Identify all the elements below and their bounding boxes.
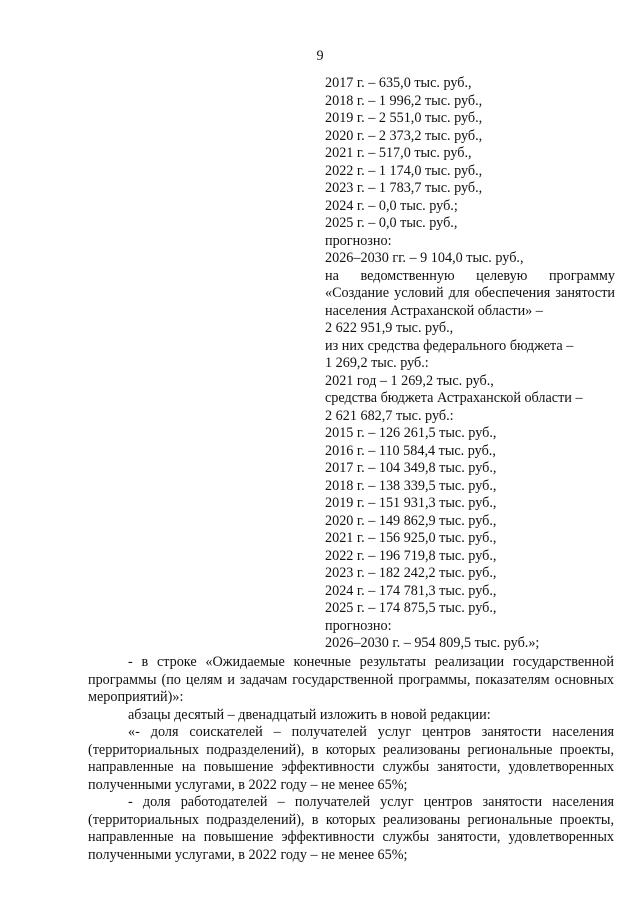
program-line: 2026–2030 г. – 954 809,5 тыс. руб.»; — [325, 635, 540, 651]
amendment-paragraph: «- доля соискателей – получателей услуг центров занятости населения (территориальных подразделений), в которых реализованы региональные проекты, направленные на повышение эффективности службы занятости, удовлетворенных полученными услугами, в 2022 году – не менее 65%; — [88, 724, 614, 793]
program-line: 2021 г. – 156 925,0 тыс. руб., — [325, 530, 497, 546]
amendment-text — [88, 654, 614, 864]
financing-line: 2024 г. – 0,0 тыс. руб.; — [325, 197, 458, 214]
financing-column — [325, 75, 615, 653]
program-line: 2018 г. – 138 339,5 тыс. руб., — [325, 477, 497, 494]
program-line: 2 622 951,9 тыс. руб., — [325, 320, 454, 336]
financing-line: прогнозно: — [325, 232, 392, 249]
financing-line: 2019 г. – 2 551,0 тыс. руб., — [325, 110, 483, 126]
page-number: 9 — [316, 48, 324, 64]
program-paragraph: на ведомственную целевую программу «Создание условий для обеспечения занятости населения Астраханской области» – — [325, 267, 615, 319]
amendment-paragraph: - доля работодателей – получателей услуг центров занятости населения (территориальных подразделений), в которых реализованы региональные проекты, направленные на повышение эффективности службы занятости, удовлетворенных полученными услугами, в 2022 году – не менее 65%; — [88, 794, 614, 863]
program-line: 2 621 682,7 тыс. руб.: — [325, 407, 454, 424]
program-line: 2023 г. – 182 242,2 тыс. руб., — [325, 565, 497, 581]
financing-line: 2021 г. – 517,0 тыс. руб., — [325, 145, 472, 161]
financing-line: 2023 г. – 1 783,7 тыс. руб., — [325, 180, 483, 196]
program-line: 2015 г. – 126 261,5 тыс. руб., — [325, 425, 497, 441]
program-line: прогнозно: — [325, 617, 392, 634]
program-line: средства бюджета Астраханской области – — [325, 390, 583, 406]
financing-line: 2018 г. – 1 996,2 тыс. руб., — [325, 92, 483, 109]
program-line: 2019 г. – 151 931,3 тыс. руб., — [325, 495, 497, 511]
program-line: 2017 г. – 104 349,8 тыс. руб., — [325, 460, 497, 476]
program-line: 2025 г. – 174 875,5 тыс. руб., — [325, 600, 497, 616]
amendment-paragraph: абзацы десятый – двенадцатый изложить в новой редакции: — [128, 706, 491, 723]
program-line: 2021 год – 1 269,2 тыс. руб., — [325, 372, 494, 389]
program-line: 2022 г. – 196 719,8 тыс. руб., — [325, 547, 497, 564]
program-line: 2020 г. – 149 862,9 тыс. руб., — [325, 512, 497, 529]
financing-line: 2026–2030 гг. – 9 104,0 тыс. руб., — [325, 250, 524, 266]
financing-line: 2022 г. – 1 174,0 тыс. руб., — [325, 162, 483, 179]
financing-line: 2017 г. – 635,0 тыс. руб., — [325, 75, 472, 91]
program-line: из них средства федерального бюджета – — [325, 337, 574, 354]
financing-line: 2020 г. – 2 373,2 тыс. руб., — [325, 127, 483, 144]
amendment-paragraph: - в строке «Ожидаемые конечные результаты реализации государственной программы (по целям и задачам государственной программы, показателям основных мероприятий)»: — [88, 654, 614, 705]
program-line: 2024 г. – 174 781,3 тыс. руб., — [325, 582, 497, 599]
program-line: 2016 г. – 110 584,4 тыс. руб., — [325, 442, 496, 459]
program-line: 1 269,2 тыс. руб.: — [325, 355, 429, 371]
financing-line: 2025 г. – 0,0 тыс. руб., — [325, 215, 458, 231]
